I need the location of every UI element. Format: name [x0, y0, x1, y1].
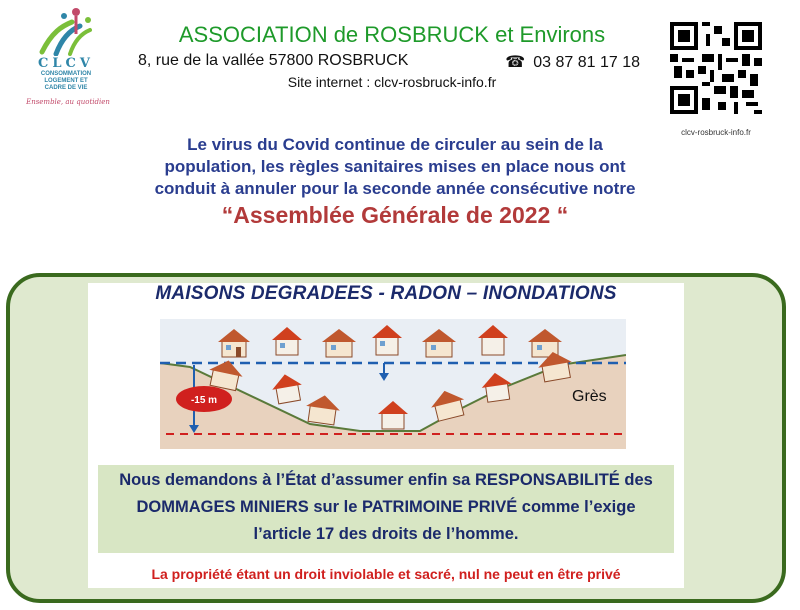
rock-label: Grès: [572, 388, 607, 405]
demand-line: DOMMAGES MINIERS sur le PATRIMOINE PRIVÉ comme l’exige: [136, 498, 636, 516]
qr-code-icon[interactable]: [670, 22, 762, 114]
property-statement: La propriété étant un droit inviolable et sacré, nul ne peut en être privé: [151, 566, 621, 582]
intro-text: [100, 134, 690, 200]
phone-number: 03 87 81 17 18: [533, 54, 640, 71]
logo-line: LOGEMENT ET: [44, 78, 88, 84]
subsidence-diagram: [160, 319, 626, 449]
website-link[interactable]: Site internet : clcv-rosbruck-info.fr: [287, 74, 497, 90]
association-name: ASSOCIATION de ROSBRUCK et Environs: [178, 22, 606, 47]
clcv-logo: [22, 4, 114, 108]
logo-line: CADRE DE VIE: [44, 85, 88, 91]
phone-block: [505, 52, 640, 72]
demand-box: [98, 465, 674, 553]
demand-line: Nous demandons à l’État d’assumer enfin sa RESPONSABILITÉ des: [119, 471, 653, 489]
logo-slogan: Ensemble, au quotidien: [26, 98, 110, 106]
logo-line: CONSOMMATION: [40, 71, 92, 77]
intro-line: population, les règles sanitaires mises en place nous ont: [164, 157, 626, 176]
telephone-icon: ☎: [505, 54, 526, 71]
intro-line: Le virus du Covid continue de circuler au sein de la: [187, 135, 603, 154]
depth-label: -15 m: [190, 395, 218, 406]
demand-line: l’article 17 des droits de l’homme.: [253, 525, 519, 543]
qr-caption: clcv-rosbruck-info.fr: [681, 128, 751, 137]
street-address: 8, rue de la vallée 57800 ROSBRUCK: [138, 52, 409, 69]
info-card: [88, 283, 684, 588]
general-assembly-title: “Assemblée Générale de 2022 “: [221, 202, 569, 228]
logo-letters: CLCV: [38, 56, 94, 71]
intro-line: conduit à annuler pour la seconde année consécutive notre: [154, 179, 636, 198]
panel-title: MAISONS DEGRADEES - RADON – INONDATIONS: [155, 283, 617, 304]
logo-subtitle: [22, 71, 110, 92]
clcv-people-logo-icon: [36, 4, 100, 56]
